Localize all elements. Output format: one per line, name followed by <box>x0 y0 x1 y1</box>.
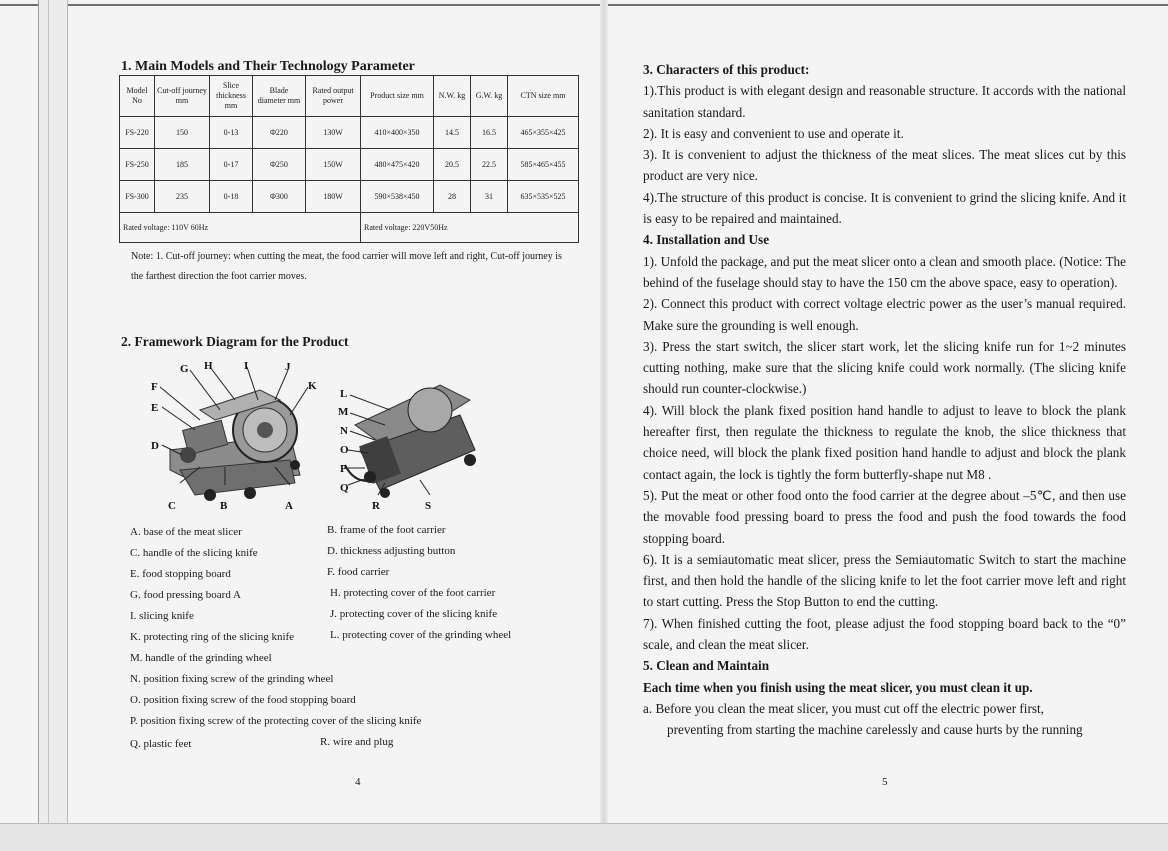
table-row <box>120 117 579 149</box>
table-cell: 22.5 <box>471 149 508 181</box>
table-cell: 480×475×420 <box>361 149 434 181</box>
paragraph: 2). Connect this product with correct voltage electric power as the user’s manual required. Make sure the grounding is well enough. <box>643 296 1126 333</box>
legend-item: I. slicing knife <box>130 610 194 622</box>
paragraph: 1).This product is with elegant design and reasonable structure. It accords with the national sanitation standard. <box>643 83 1126 120</box>
legend-item: N. position fixing screw of the grinding wheel <box>130 673 334 685</box>
legend-item: Q. plastic feet <box>130 738 192 750</box>
table-cell: 16.5 <box>471 117 508 149</box>
table-cell: 185 <box>155 149 210 181</box>
page-number-right: 5 <box>882 776 888 788</box>
table-cell: 150W <box>306 149 361 181</box>
table-cell: 20.5 <box>434 149 471 181</box>
diagram-label: J <box>285 361 291 373</box>
binding-line <box>48 0 49 850</box>
diagram-label: O <box>340 444 349 456</box>
table-note <box>131 247 601 287</box>
diagram-label: I <box>244 360 249 372</box>
table-cell: 180W <box>306 181 361 213</box>
legend-item: J. protecting cover of the slicing knife <box>330 608 498 620</box>
spec-table <box>119 75 579 243</box>
table-header-cell: Rated output power <box>306 76 361 117</box>
table-cell: 130W <box>306 117 361 149</box>
paragraph: 3). It is convenient to adjust the thickness of the meat slices. The meat slices cut by this product are very nice. <box>643 147 1126 184</box>
installation-heading: 4. Installation and Use <box>643 232 770 248</box>
table-header-cell: CTN size mm <box>508 76 579 117</box>
table-header-cell: Slice thickness mm <box>210 76 253 117</box>
table-header-cell: Blade diameter mm <box>253 76 306 117</box>
voltage-220: Rated voltage: 220V50Hz <box>361 213 579 243</box>
legend-item: K. protecting ring of the slicing knife <box>130 631 295 643</box>
diagram-label: H <box>204 360 213 372</box>
table-cell: 28 <box>434 181 471 213</box>
table-cell: FS-250 <box>120 149 155 181</box>
table-header-cell: N.W. kg <box>434 76 471 117</box>
legend-item: G. food pressing board A <box>130 589 241 601</box>
table-cell: 31 <box>471 181 508 213</box>
legend-item: A. base of the meat slicer <box>130 526 242 538</box>
table-cell: 235 <box>155 181 210 213</box>
paragraph: 7). When finished cutting the foot, please adjust the food stopping board back to the “0” scale, and clean the meat slicer. <box>643 615 1126 653</box>
clean-subheading: Each time when you finish using the meat slicer, you must clean it up. <box>643 679 1033 695</box>
table-header-cell: Model No <box>120 76 155 117</box>
voltage-110: Rated voltage: 110V 60Hz <box>120 213 361 243</box>
paragraph: preventing from starting the machine carelessly and cause hurts by the running <box>667 722 1083 738</box>
diagram-label: M <box>338 406 349 418</box>
table-cell: 0-17 <box>210 149 253 181</box>
table-cell: 14.5 <box>434 117 471 149</box>
slicer-side-view <box>345 385 476 498</box>
table-row <box>120 181 579 213</box>
table-cell: 465×355×425 <box>508 117 579 149</box>
diagram-label: A <box>285 500 293 512</box>
table-cell: 590×538×450 <box>361 181 434 213</box>
legend-item: H. protecting cover of the foot carrier <box>330 587 496 599</box>
table-cell: Φ300 <box>253 181 306 213</box>
table-voltage-row <box>120 213 579 243</box>
table-header-cell: G.W. kg <box>471 76 508 117</box>
diagram-label: F <box>151 381 158 393</box>
legend-item: M. handle of the grinding wheel <box>130 652 272 664</box>
legend-item: O. position fixing screw of the food stopping board <box>130 694 356 706</box>
legend-item: E. food stopping board <box>130 568 231 580</box>
paragraph: 1). Unfold the package, and put the meat slicer onto a clean and smooth place. (Notice: The behind of the fuselage should stay to have the 150 cm the above space, easy to operation). <box>643 253 1126 290</box>
table-row <box>120 149 579 181</box>
legend-item: R. wire and plug <box>320 736 394 748</box>
table-cell: 410×400×350 <box>361 117 434 149</box>
legend-item: P. position fixing screw of the protecting cover of the slicing knife <box>130 715 422 727</box>
table-cell: FS-300 <box>120 181 155 213</box>
diagram-label: Q <box>340 482 349 494</box>
page-fold <box>600 0 608 823</box>
paragraph: 4).The structure of this product is concise. It is convenient to grind the slicing knife. And it is easy to be repaired and maintained. <box>643 189 1126 227</box>
paragraph: 6). It is a semiautomatic meat slicer, press the Semiautomatic Switch to start the machine first, and then hold the handle of the slicing knife to let the foot carrier move left and right to start cutting. Press the Stop Button to end the cutting. <box>643 551 1126 610</box>
table-cell: 0-18 <box>210 181 253 213</box>
paragraph: 5). Put the meat or other food onto the food carrier at the degree about –5℃, and then use the movable food pressing board to press the food and push the food towards the food stopping board. <box>643 487 1126 546</box>
top-edge <box>0 4 1168 6</box>
diagram-label: C <box>168 500 176 512</box>
diagram-label: P <box>340 463 347 475</box>
diagram-label: L <box>340 388 348 400</box>
diagram-label: R <box>372 500 380 512</box>
slicer-front-view <box>170 390 300 501</box>
table-cell: 150 <box>155 117 210 149</box>
table-cell: FS-220 <box>120 117 155 149</box>
diagram-label: N <box>340 425 348 437</box>
section-title-models: 1. Main Models and Their Technology Parameter <box>121 59 415 74</box>
binding-strip <box>38 0 68 850</box>
legend-item: B. frame of the foot carrier <box>327 524 446 536</box>
note-line: Note: 1. Cut-off journey: when cutting the meat, the food carrier will move left and right, Cut-off journey is <box>131 251 562 262</box>
diagram-label: D <box>151 440 159 452</box>
bottom-edge <box>0 823 1168 851</box>
framework-diagram <box>140 355 500 515</box>
table-cell: Φ250 <box>253 149 306 181</box>
table-cell: Φ220 <box>253 117 306 149</box>
diagram-label: E <box>151 402 159 414</box>
paragraph: 4). Will block the plank fixed position hand handle to adjust to leave to block the plank hereafter first, then regulate the thickness to regulate the knob, the slice thickness that choice need, will block the plank fixed position hand handle to adjust and block the plank contact again, the lock is tightly the form butterfly-shape nut M8 . <box>643 402 1126 482</box>
table-header-cell: Cut-off journey mm <box>155 76 210 117</box>
clean-heading: 5. Clean and Maintain <box>643 658 770 674</box>
right-page-text <box>643 59 1126 741</box>
section-title-diagram: 2. Framework Diagram for the Product <box>121 334 349 349</box>
paragraph: a. Before you clean the meat slicer, you must cut off the electric power first, <box>643 700 1044 716</box>
legend-item: F. food carrier <box>327 566 390 578</box>
diagram-label: B <box>220 500 228 512</box>
table-header-row <box>120 76 579 117</box>
diagram-label: G <box>180 363 189 375</box>
legend-item: L. protecting cover of the grinding wheel <box>330 629 512 641</box>
page-number-left: 4 <box>355 776 361 788</box>
table-cell: 585×465×455 <box>508 149 579 181</box>
table-header-cell: Product size mm <box>361 76 434 117</box>
paragraph: 2). It is easy and convenient to use and operate it. <box>643 125 904 141</box>
table-cell: 0-13 <box>210 117 253 149</box>
paragraph: 3). Press the start switch, the slicer start work, let the slicing knife run for 1~2 minutes cutting nothing, make sure that the slicing knife could work normally. (The slicing knife should run counter-clockwise.) <box>643 338 1126 397</box>
diagram-label: K <box>308 380 317 392</box>
characters-heading: 3. Characters of this product: <box>643 62 810 77</box>
table-cell: 635×535×525 <box>508 181 579 213</box>
legend-item: D. thickness adjusting button <box>327 545 456 557</box>
diagram-label: S <box>425 500 432 512</box>
legend-item: C. handle of the slicing knife <box>130 547 258 559</box>
note-line: the farthest direction the foot carrier moves. <box>131 271 307 282</box>
